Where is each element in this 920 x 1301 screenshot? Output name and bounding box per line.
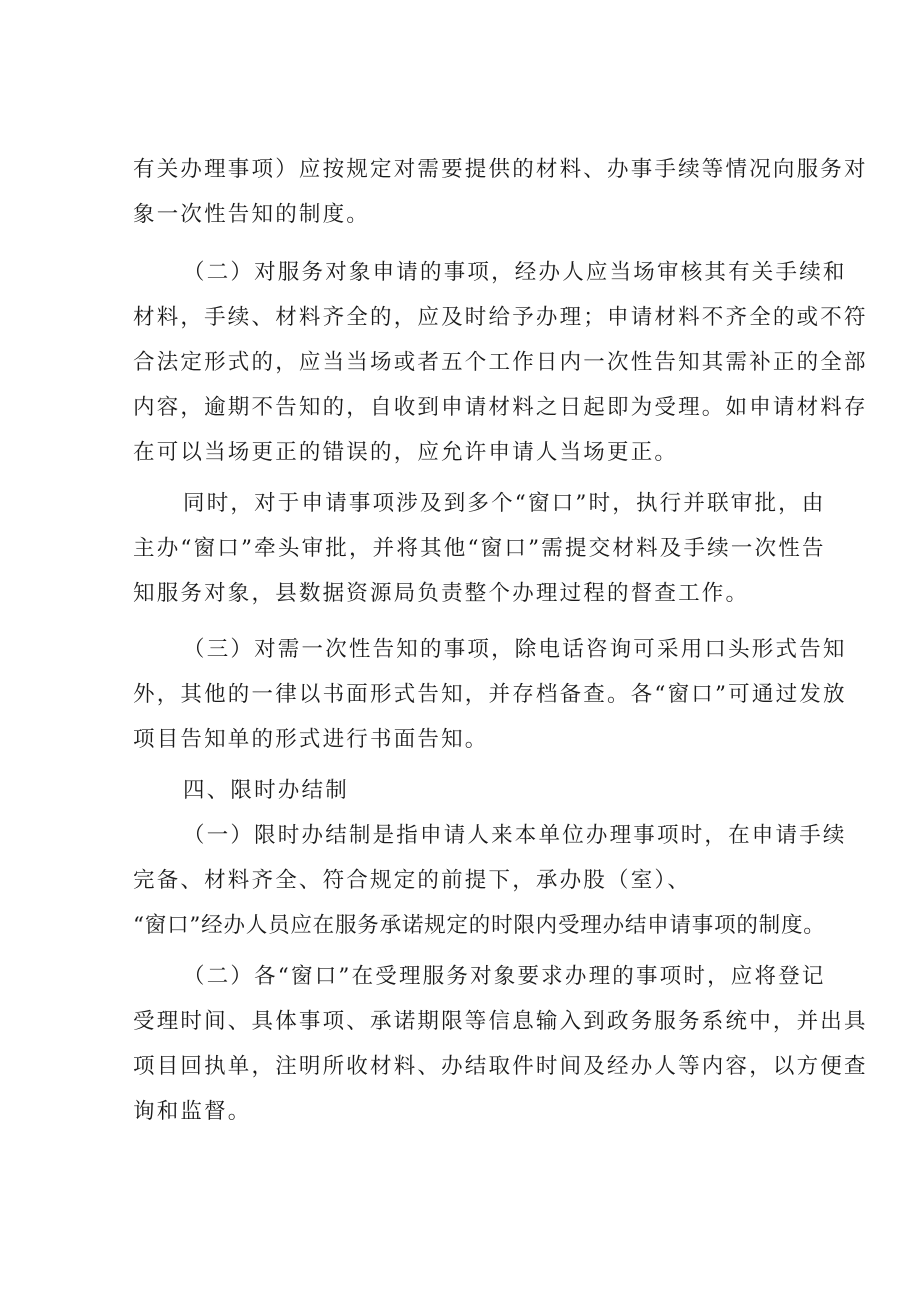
paragraph-line: “窗口”经办人员应在服务承诺规定的时限内受理办结申请事项的制度。 bbox=[133, 913, 826, 938]
paragraph-line: 项目告知单的形式进行书面告知。 bbox=[133, 727, 489, 752]
paragraph-line: （一）限时办结制是指申请人来本单位办理事项时，在申请手续 bbox=[183, 823, 847, 848]
paragraph-line: 材料，手续、材料齐全的，应及时给予办理；申请材料不齐全的或不符 bbox=[133, 305, 868, 330]
paragraph-line: （二）对服务对象申请的事项，经办人应当场审核其有关手续和 bbox=[183, 260, 847, 285]
paragraph-line: 项目回执单，注明所收材料、办结取件时间及经办人等内容，以方便查 bbox=[133, 1054, 868, 1079]
paragraph-line: 受理时间、具体事项、承诺期限等信息输入到政务服务系统中，并出具 bbox=[133, 1009, 868, 1034]
paragraph-line: 内容，逾期不告知的，自收到申请材料之日起即为受理。如申请材料存 bbox=[133, 395, 868, 420]
paragraph-line: 询和监督。 bbox=[133, 1099, 252, 1124]
section-heading: 四、限时办结制 bbox=[183, 778, 349, 803]
paragraph-line: （三）对需一次性告知的事项，除电话咨询可采用口头形式告知 bbox=[183, 637, 847, 662]
paragraph-line: 完备、材料齐全、符合规定的前提下，承办股（室）、 bbox=[133, 868, 692, 893]
paragraph-line: （二）各“窗口”在受理服务对象要求办理的事项时，应将登记 bbox=[183, 964, 826, 989]
paragraph-line: 知服务对象，县数据资源局负责整个办理过程的督查工作。 bbox=[133, 581, 750, 606]
paragraph-line: 有关办理事项）应按规定对需要提供的材料、办事手续等情况向服务对 bbox=[133, 157, 868, 182]
paragraph-line: 外，其他的一律以书面形式告知，并存档备查。各“窗口”可通过发放 bbox=[133, 682, 847, 707]
paragraph-line: 同时，对于申请事项涉及到多个“窗口”时，执行并联审批，由 bbox=[183, 491, 826, 516]
paragraph-line: 在可以当场更正的错误的，应允许申请人当场更正。 bbox=[133, 440, 679, 465]
paragraph-line: 主办“窗口”牵头审批，并将其他“窗口”需提交材料及手续一次性告 bbox=[133, 536, 826, 561]
paragraph-line: 象一次性告知的制度。 bbox=[133, 202, 371, 227]
paragraph-line: 合法定形式的，应当当场或者五个工作日内一次性告知其需补正的全部 bbox=[133, 350, 868, 375]
